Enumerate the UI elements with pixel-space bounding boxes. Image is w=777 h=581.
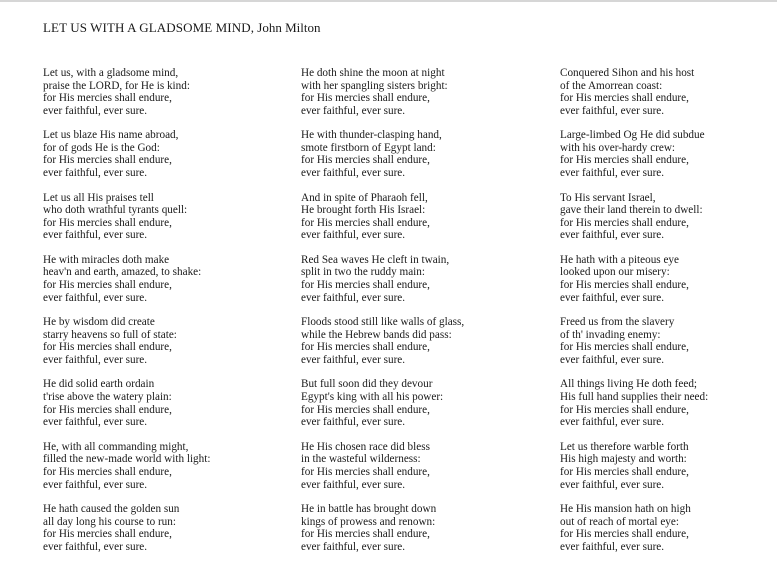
poem-line: Let us blaze His name abroad, [43, 129, 179, 142]
poem-line: ever faithful, ever sure. [560, 167, 665, 180]
poem-line: He doth shine the moon at night [301, 67, 445, 79]
poem-line: ever faithful, ever sure. [43, 229, 148, 242]
stanza [560, 441, 777, 503]
poem-line: for His mercies shall endure, [301, 279, 430, 292]
poem-line: for His mercies shall endure, [560, 216, 689, 229]
poem-line: ever faithful, ever sure. [560, 104, 665, 117]
stanza [301, 192, 551, 254]
poem-line: for His mercies shall endure, [301, 154, 430, 167]
poem-line: starry heavens so full of state: [43, 328, 177, 341]
poem-line: for His mercies shall endure, [43, 216, 172, 229]
poem-line: out of reach of mortal eye: [560, 515, 679, 528]
poem-line: ever faithful, ever sure. [301, 104, 406, 117]
poem-line: for His mercies shall endure, [43, 403, 172, 416]
poem-line: ever faithful, ever sure. [560, 229, 665, 242]
poem-line: ever faithful, ever sure. [43, 478, 148, 491]
poem-line: of the Amorrean coast: [560, 79, 663, 92]
poem-line: ever faithful, ever sure. [43, 540, 148, 553]
stanza [43, 378, 293, 440]
poem-line: ever faithful, ever sure. [43, 167, 148, 180]
column-2 [301, 67, 551, 565]
poem-line: for His mercies shall endure, [43, 92, 172, 105]
poem-line: for His mercies shall endure, [560, 341, 689, 354]
poem-line: He brought forth His Israel: [301, 204, 426, 217]
stanza [43, 129, 293, 191]
poem-line: ever faithful, ever sure. [301, 540, 406, 553]
poem-line: filled the new-made world with light: [43, 453, 211, 466]
stanza [560, 254, 777, 316]
stanza [301, 316, 551, 378]
poem-line: for of gods He is the God: [43, 141, 160, 154]
poem-line: All things living He doth feed; [560, 378, 698, 391]
poem-line: smote firstborn of Egypt land: [301, 141, 436, 154]
stanza [43, 316, 293, 378]
poem-line: for His mercies shall endure, [301, 216, 430, 229]
poem-line: ever faithful, ever sure. [301, 416, 406, 429]
stanza [43, 254, 293, 316]
poem-line: t'rise above the watery plain: [43, 391, 172, 404]
poem-line: His high majesty and worth: [560, 453, 687, 466]
poem-line: with his over-hardy crew: [560, 141, 676, 154]
poem-line: with her spangling sisters bright: [301, 79, 448, 92]
poem-line: He in battle has brought down [301, 503, 437, 516]
stanza [43, 503, 293, 565]
poem-line: for His mercies shall endure, [560, 154, 689, 167]
poem-line: for His mercies shall endure, [43, 279, 172, 292]
poem-line: ever faithful, ever sure. [560, 353, 665, 366]
poem-line: ever faithful, ever sure. [560, 291, 665, 304]
poem-line: ever faithful, ever sure. [43, 416, 148, 429]
poem-line: Let us, with a gladsome mind, [43, 67, 179, 79]
stanza [43, 67, 293, 129]
poem-line: in the wasteful wilderness: [301, 453, 421, 466]
stanza [560, 503, 777, 565]
poem-line: He did solid earth ordain [43, 378, 155, 391]
poem-line: He with miracles doth make [43, 253, 170, 266]
poem-line: for His mercies shall endure, [43, 154, 172, 167]
poem-line: ever faithful, ever sure. [560, 478, 665, 491]
poem-line: for His mercies shall endure, [301, 341, 430, 354]
poem-author: John Milton [257, 20, 321, 35]
poem-line: ever faithful, ever sure. [560, 416, 665, 429]
poem-line: for His mercies shall endure, [43, 465, 172, 478]
poem-line: for His mercies shall endure, [560, 403, 689, 416]
poem-line: for His mercies shall endure, [560, 528, 689, 541]
stanza [560, 67, 777, 129]
stanza [301, 67, 551, 129]
poem-line: But full soon did they devour [301, 378, 433, 391]
poem-line: for His mercies shall endure, [301, 465, 430, 478]
poem-line: Large-limbed Og He did subdue [560, 129, 705, 142]
poem-line: ever faithful, ever sure. [43, 353, 148, 366]
stanza [301, 378, 551, 440]
poem-line: ever faithful, ever sure. [301, 167, 406, 180]
poem-line: ever faithful, ever sure. [43, 291, 148, 304]
stanza [560, 192, 777, 254]
poem-line: for His mercies shall endure, [301, 92, 430, 105]
poem-line: Let us therefore warble forth [560, 440, 689, 453]
stanza [43, 192, 293, 254]
poem-line: kings of prowess and renown: [301, 515, 436, 528]
poem-line: for His mercies shall endure, [560, 92, 689, 105]
poem-line: gave their land therein to dwell: [560, 204, 703, 217]
poem-line: ever faithful, ever sure. [301, 291, 406, 304]
poem-line: for His mercies shall endure, [301, 528, 430, 541]
column-1 [43, 67, 293, 565]
poem-line: He, with all commanding might, [43, 440, 189, 453]
stanza [301, 503, 551, 565]
poem-line: praise the LORD, for He is kind: [43, 79, 190, 92]
poem-line: Let us all His praises tell [43, 191, 154, 204]
poem-line: while the Hebrew bands did pass: [301, 328, 452, 341]
poem-line: Freed us from the slavery [560, 316, 675, 329]
poem-line: ever faithful, ever sure. [301, 229, 406, 242]
poem-line: for His mercies shall endure, [43, 341, 172, 354]
stanza [560, 316, 777, 378]
column-3 [560, 67, 777, 565]
poem-line: for His mercies shall endure, [560, 465, 689, 478]
poem-line: And in spite of Pharaoh fell, [301, 191, 428, 204]
poem-line: To His servant Israel, [560, 191, 656, 204]
top-border [0, 0, 777, 2]
poem-line: ever faithful, ever sure. [301, 353, 406, 366]
stanza [301, 254, 551, 316]
poem-heading: LET US WITH A GLADSOME MIND, [43, 20, 255, 35]
poem-columns [43, 67, 777, 567]
poem-line: looked upon our misery: [560, 266, 670, 279]
poem-line: for His mercies shall endure, [43, 528, 172, 541]
poem-line: He His mansion hath on high [560, 503, 691, 516]
poem-line: of th' invading enemy: [560, 328, 661, 341]
poem-line: ever faithful, ever sure. [43, 104, 148, 117]
stanza [560, 129, 777, 191]
poem-line: all day long his course to run: [43, 515, 176, 528]
poem-line: who doth wrathful tyrants quell: [43, 204, 188, 217]
poem-line: ever faithful, ever sure. [560, 540, 665, 553]
poem-line: He hath with a piteous eye [560, 253, 679, 266]
poem-line: for His mercies shall endure, [560, 279, 689, 292]
poem-line: He hath caused the golden sun [43, 503, 180, 516]
stanza [301, 129, 551, 191]
poem-line: for His mercies shall endure, [301, 403, 430, 416]
stanza [560, 378, 777, 440]
poem-line: He with thunder-clasping hand, [301, 129, 442, 142]
poem-line: Egypt's king with all his power: [301, 391, 444, 404]
poem-line: Floods stood still like walls of glass, [301, 316, 465, 329]
poem-line: Red Sea waves He cleft in twain, [301, 253, 450, 266]
poem-line: split in two the ruddy main: [301, 266, 425, 279]
stanza [301, 441, 551, 503]
poem-line: Conquered Sihon and his host [560, 67, 695, 79]
stanza [43, 441, 293, 503]
poem-line: heav'n and earth, amazed, to shake: [43, 266, 202, 279]
poem-line: He His chosen race did bless [301, 440, 430, 453]
poem-line: His full hand supplies their need: [560, 391, 709, 404]
poem-title [43, 20, 321, 36]
poem-line: ever faithful, ever sure. [301, 478, 406, 491]
poem-line: He by wisdom did create [43, 316, 155, 329]
